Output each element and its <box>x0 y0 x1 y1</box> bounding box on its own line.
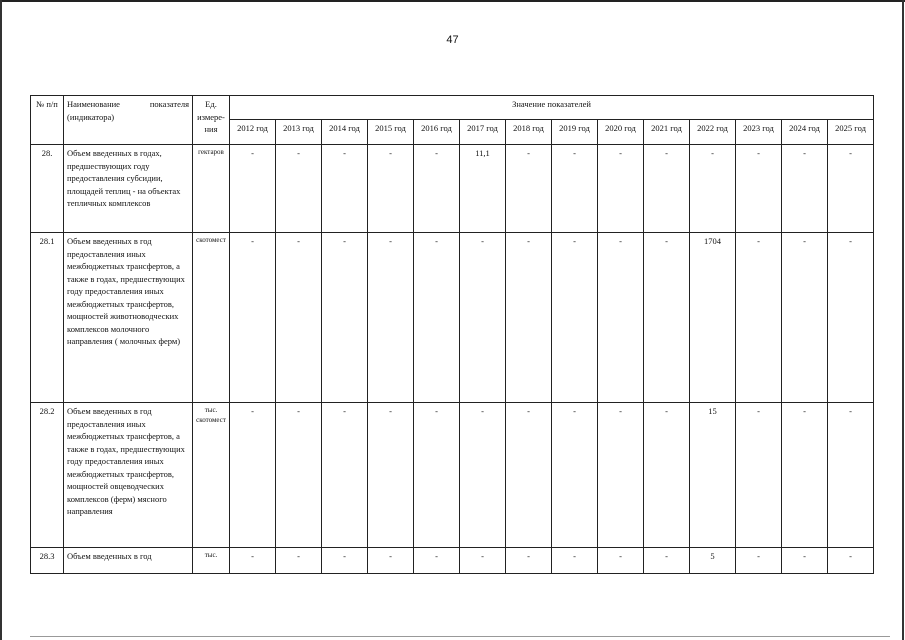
indicator-value: - <box>644 403 690 548</box>
indicators-table <box>30 95 874 574</box>
header-unit: Ед. измере-ния <box>193 96 230 145</box>
indicator-value: - <box>598 403 644 548</box>
indicator-value: - <box>552 145 598 233</box>
indicator-value: - <box>828 548 874 574</box>
header-num: № п/п <box>31 96 64 145</box>
indicator-value: - <box>460 548 506 574</box>
header-year: 2017 год <box>460 120 506 145</box>
header-year: 2012 год <box>230 120 276 145</box>
indicator-value: - <box>322 403 368 548</box>
indicator-value: - <box>276 548 322 574</box>
indicator-value: - <box>368 145 414 233</box>
indicator-value: 11,1 <box>460 145 506 233</box>
header-year: 2023 год <box>736 120 782 145</box>
indicator-name: Объем введенных в год предоставления иных межбюджетных трансфертов, а также в годах, предшествующих году предоставления иных межбюджетных трансфертов, мощностей животноводческих комплексов молочного направления ( молочных ферм) <box>64 233 193 403</box>
indicator-value: - <box>322 145 368 233</box>
indicator-value: - <box>736 403 782 548</box>
indicator-value: 15 <box>690 403 736 548</box>
indicator-value: 5 <box>690 548 736 574</box>
row-number: 28.2 <box>31 403 64 548</box>
indicator-value: - <box>598 233 644 403</box>
indicator-name: Объем введенных в год <box>64 548 193 574</box>
header-year: 2019 год <box>552 120 598 145</box>
indicator-value: - <box>506 233 552 403</box>
indicator-value: - <box>230 233 276 403</box>
header-year: 2016 год <box>414 120 460 145</box>
header-year: 2014 год <box>322 120 368 145</box>
indicator-value: - <box>414 233 460 403</box>
indicator-value: - <box>276 233 322 403</box>
indicator-value: - <box>460 403 506 548</box>
indicator-name: Объем введенных в год предоставления иных межбюджетных трансфертов, а также в годах, предшествующих году предоставления иных межбюджетных трансфертов, мощностей овцеводческих комплексов (ферм) мясного направления <box>64 403 193 548</box>
table-row <box>31 403 874 548</box>
header-year: 2020 год <box>598 120 644 145</box>
table-row <box>31 145 874 233</box>
unit-of-measure: тыс. <box>193 548 230 574</box>
indicator-value: - <box>598 548 644 574</box>
indicator-value: - <box>506 403 552 548</box>
page-number: 47 <box>446 34 459 46</box>
indicator-value: - <box>644 145 690 233</box>
indicator-value: - <box>414 548 460 574</box>
indicator-value: - <box>782 548 828 574</box>
page-border-top <box>0 0 905 2</box>
header-year: 2018 год <box>506 120 552 145</box>
header-year: 2013 год <box>276 120 322 145</box>
indicator-value: - <box>322 548 368 574</box>
indicator-value: - <box>644 233 690 403</box>
indicator-value: - <box>736 233 782 403</box>
row-number: 28. <box>31 145 64 233</box>
indicator-value: - <box>414 145 460 233</box>
indicator-name: Объем введенных в годах, предшествующих году предоставления субсидии, площадей теплиц - на объектах тепличных комплексов <box>64 145 193 233</box>
indicator-value: - <box>598 145 644 233</box>
indicator-value: - <box>230 403 276 548</box>
unit-of-measure: тыс. скотомест <box>193 403 230 548</box>
indicator-value: - <box>782 145 828 233</box>
header-year: 2025 год <box>828 120 874 145</box>
page-border-right <box>902 0 904 640</box>
indicator-value: - <box>368 548 414 574</box>
indicator-value: - <box>230 548 276 574</box>
indicator-value: - <box>552 233 598 403</box>
indicator-value: - <box>782 233 828 403</box>
indicator-value: - <box>782 403 828 548</box>
row-number: 28.3 <box>31 548 64 574</box>
indicator-value: - <box>644 548 690 574</box>
header-year: 2022 год <box>690 120 736 145</box>
indicator-value: - <box>506 145 552 233</box>
unit-of-measure: скотомест <box>193 233 230 403</box>
row-number: 28.1 <box>31 233 64 403</box>
indicator-value: - <box>828 233 874 403</box>
indicator-value: - <box>276 403 322 548</box>
indicator-value: - <box>276 145 322 233</box>
indicator-value: - <box>368 233 414 403</box>
indicator-value: - <box>828 145 874 233</box>
indicator-value: - <box>736 548 782 574</box>
header-name: Наименование показателя (индикатора) <box>64 96 193 145</box>
indicator-value: - <box>414 403 460 548</box>
indicator-value: - <box>368 403 414 548</box>
indicator-value: 1704 <box>690 233 736 403</box>
header-values-group: Значение показателей <box>230 96 874 120</box>
indicator-value: - <box>506 548 552 574</box>
page-border-left <box>0 0 2 640</box>
indicator-value: - <box>828 403 874 548</box>
table-row <box>31 548 874 574</box>
indicator-value: - <box>690 145 736 233</box>
indicator-value: - <box>322 233 368 403</box>
table-row <box>31 233 874 403</box>
indicator-value: - <box>552 548 598 574</box>
indicator-value: - <box>230 145 276 233</box>
indicator-value: - <box>552 403 598 548</box>
unit-of-measure: гектаров <box>193 145 230 233</box>
indicator-value: - <box>736 145 782 233</box>
header-year: 2015 год <box>368 120 414 145</box>
header-year: 2021 год <box>644 120 690 145</box>
header-year: 2024 год <box>782 120 828 145</box>
page-border-bottom <box>30 636 890 637</box>
indicator-value: - <box>460 233 506 403</box>
